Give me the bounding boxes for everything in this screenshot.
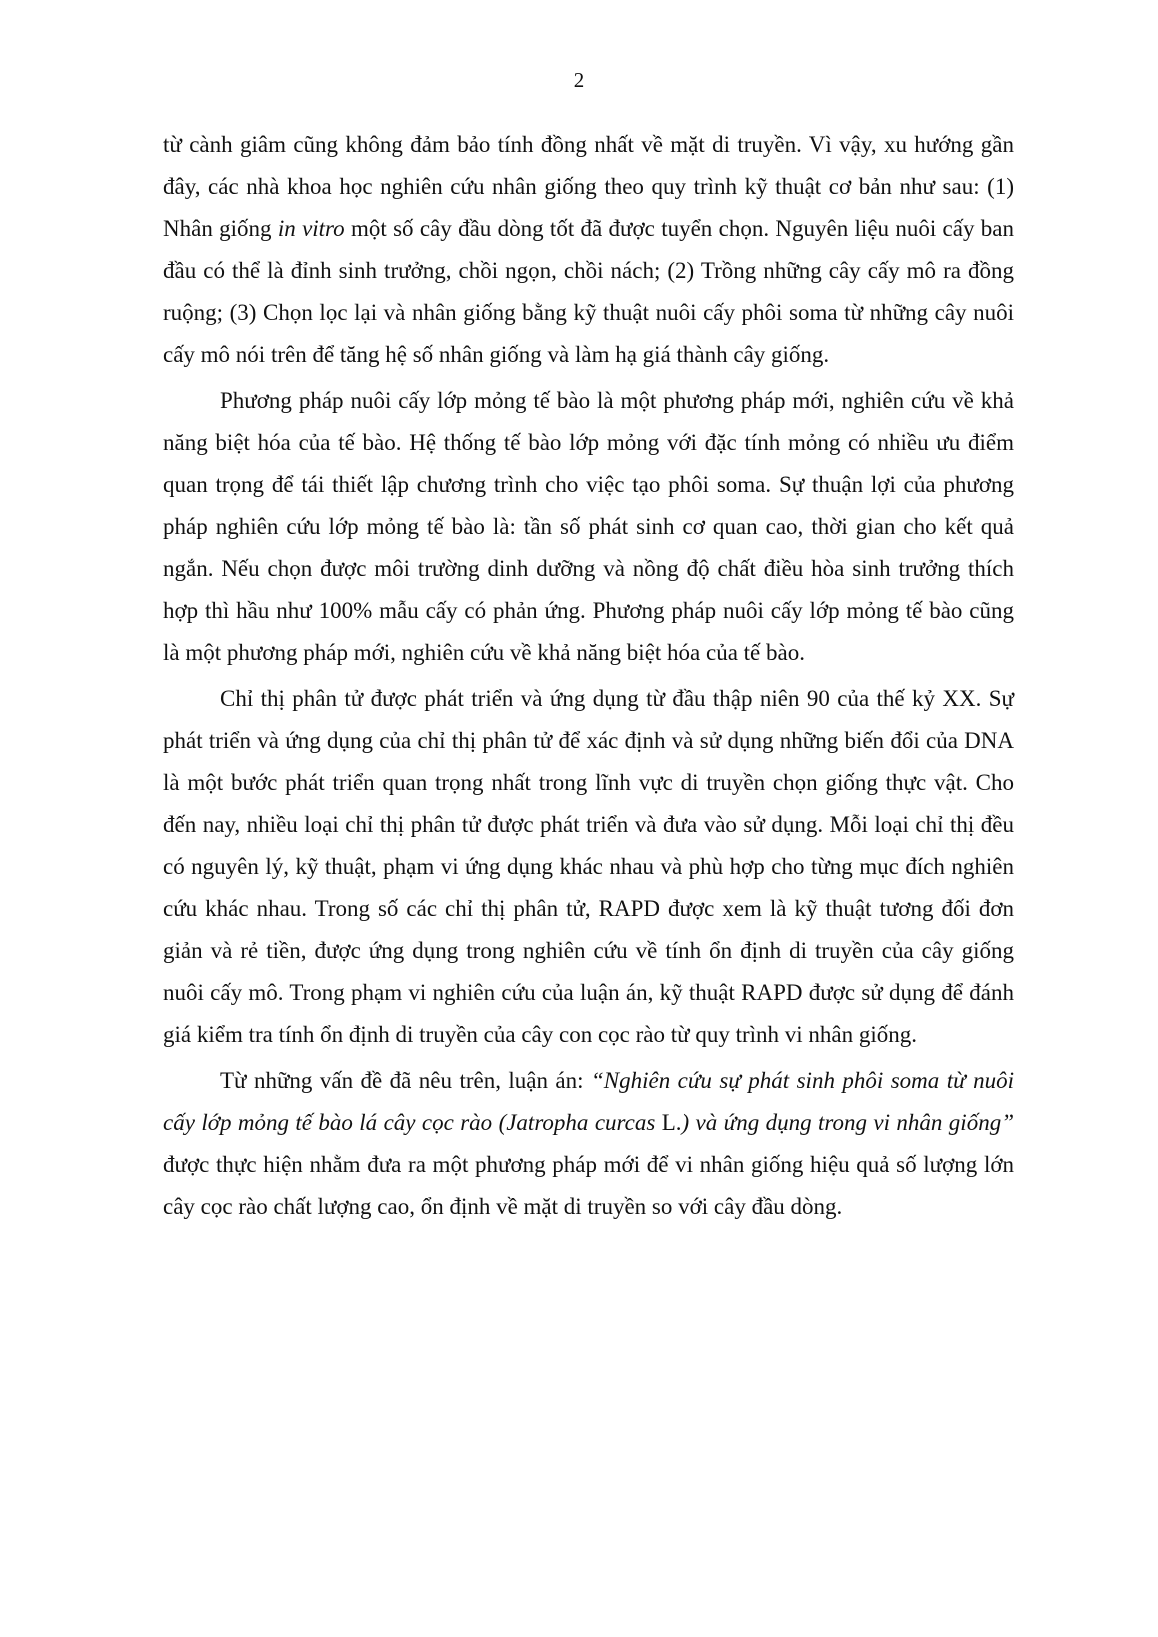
paragraph-4-conclusion: được thực hiện nhằm đưa ra một phương pháp mới để vi nhân giống hiệu quả số lượng lớn cây cọc rào chất lượng cao, ổn định về mặt di truyền so với cây đầu dòng. [163, 1152, 1014, 1219]
paragraph-1-italic-term: in vitro [277, 216, 345, 241]
thesis-title-part-2: ) và ứng dụng trong vi nhân giống” [681, 1110, 1014, 1135]
paragraph-1 [163, 124, 1014, 376]
paragraph-1-text-start: từ cành giâm cũng không đảm bảo tính đồng nhất về mặt di truyền. Vì vậy, xu hướng gần đây, các nhà khoa học nghiên cứu nhân giống theo quy trình kỹ thuật cơ bản như sau: (1) Nhân giống [163, 132, 1014, 241]
thesis-title-part-1: “Nghiên cứu sự phát sinh phôi soma từ nuôi cấy lớp mỏng tế bào lá cây cọc rào (Jatropha curcas [163, 1068, 1014, 1135]
paragraph-2: Phương pháp nuôi cấy lớp mỏng tế bào là một phương pháp mới, nghiên cứu về khả năng biệt hóa của tế bào. Hệ thống tế bào lớp mỏng với đặc tính mỏng có nhiều ưu điểm quan trọng để tái thiết lập chương trình cho việc tạo phôi soma. Sự thuận lợi của phương pháp nghiên cứu lớp mỏng tế bào là: tần số phát sinh cơ quan cao, thời gian cho kết quả ngắn. Nếu chọn được môi trường dinh dưỡng và nồng độ chất điều hòa sinh trưởng thích hợp thì hầu như 100% mẫu cấy có phản ứng. Phương pháp nuôi cấy lớp mỏng tế bào cũng là một phương pháp mới, nghiên cứu về khả năng biệt hóa của tế bào. [163, 388, 1014, 665]
paragraph-4-intro: Từ những vấn đề đã nêu trên, luận án: [220, 1068, 591, 1093]
document-body [163, 124, 1014, 1232]
page-number: 2 [573, 68, 585, 92]
thesis-title-author-abbrev: L. [661, 1110, 682, 1135]
paragraph-3: Chỉ thị phân tử được phát triển và ứng dụng từ đầu thập niên 90 của thế kỷ XX. Sự phát triển và ứng dụng của chỉ thị phân tử để xác định và sử dụng những biến đổi của DNA là một bước phát triển quan trọng nhất trong lĩnh vực di truyền chọn giống thực vật. Cho đến nay, nhiều loại chỉ thị phân tử được phát triển và đưa vào sử dụng. Mỗi loại chỉ thị đều có nguyên lý, kỹ thuật, phạm vi ứng dụng khác nhau và phù hợp cho từng mục đích nghiên cứu khác nhau. Trong số các chỉ thị phân tử, RAPD được xem là kỹ thuật tương đối đơn giản và rẻ tiền, được ứng dụng trong nghiên cứu về tính ổn định di truyền của cây giống nuôi cấy mô. Trong phạm vi nghiên cứu của luận án, kỹ thuật RAPD được sử dụng để đánh giá kiểm tra tính ổn định di truyền của cây con cọc rào từ quy trình vi nhân giống. [163, 686, 1014, 1047]
paragraph-1-text-end: một số cây đầu dòng tốt đã được tuyển chọn. Nguyên liệu nuôi cấy ban đầu có thể là đỉnh sinh trưởng, chồi ngọn, chồi nách; (2) Trồng những cây cấy mô ra đồng ruộng; (3) Chọn lọc lại và nhân giống bằng kỹ thuật nuôi cấy phôi soma từ những cây nuôi cấy mô nói trên để tăng hệ số nhân giống và làm hạ giá thành cây giống. [163, 216, 1014, 367]
paragraph-4 [163, 1060, 1014, 1228]
